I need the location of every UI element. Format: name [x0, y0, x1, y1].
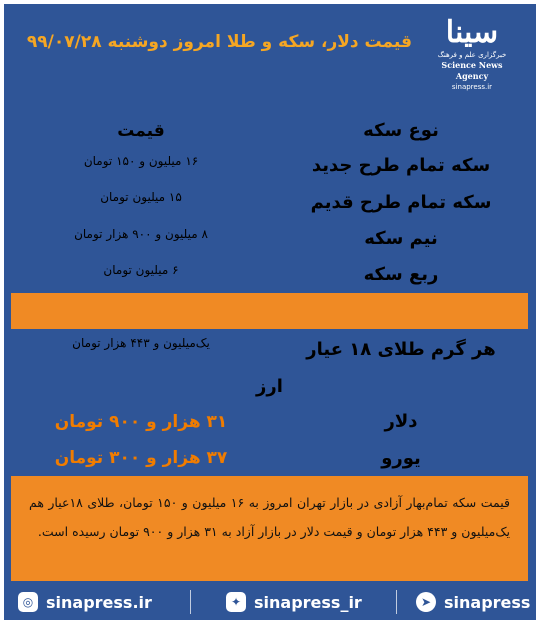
coin-price: ۱۵ میلیون تومان: [11, 184, 273, 220]
coin-name: نیم سکه: [364, 228, 438, 249]
footer: [4, 584, 536, 620]
table-row: [11, 440, 528, 476]
telegram-handle: sinapress: [444, 592, 531, 612]
logo-url: sinapress.ir: [451, 83, 493, 91]
logo: [426, 16, 518, 90]
currency-name: دلار: [384, 411, 418, 432]
gold-price: یک‌میلیون و ۴۴۳ هزار تومان: [11, 330, 273, 369]
logo-name: Science News Agency: [441, 60, 503, 81]
column-header-type: نوع سکه: [363, 120, 439, 141]
social-twitter[interactable]: [226, 592, 362, 612]
coin-price: ۸ میلیون و ۹۰۰ هزار تومان: [11, 221, 273, 256]
social-instagram[interactable]: [18, 592, 152, 612]
column-header-price: قیمت: [11, 114, 273, 147]
table-header-row: [11, 114, 528, 148]
twitter-icon: ✦: [226, 592, 246, 612]
table-row: [11, 221, 528, 257]
coin-price: ۱۶ میلیون و ۱۵۰ تومان: [11, 148, 273, 183]
logo-mark: سینا: [445, 15, 499, 50]
separator-band: [11, 293, 528, 330]
gold-name: هر گرم طلای ۱۸ عیار: [306, 339, 496, 360]
currency-price: ۳۷ هزار و ۳۰۰ تومان: [11, 440, 273, 476]
logo-tagline: خبرگزاری علم و فرهنگ: [437, 51, 507, 59]
table-row: [11, 404, 528, 440]
coin-name: سکه تمام طرح قدیم: [310, 191, 492, 213]
currency-price: ۳۱ هزار و ۹۰۰ تومان: [11, 404, 273, 439]
table-row-gold: [11, 330, 528, 370]
page-title: قیمت دلار، سکه و طلا امروز دوشنبه ۹۹/۰۷/۲۸: [26, 32, 412, 52]
coin-price: ۶ میلیون تومان: [11, 257, 273, 292]
currency-title-row: [11, 370, 528, 404]
coin-name: ربع سکه: [363, 264, 439, 285]
footer-divider: [190, 590, 191, 614]
currency-title: ارز: [256, 376, 283, 397]
currency-name: یورو: [381, 447, 421, 469]
twitter-handle: sinapress_ir: [254, 592, 362, 612]
instagram-icon: ◎: [18, 592, 38, 612]
footer-divider: [396, 590, 397, 614]
coin-name: سکه تمام طرح جدید: [311, 155, 491, 176]
summary-note: قیمت سکه تمام‌بهار آزادی در بازار تهران امروز به ۱۶ میلیون و ۱۵۰ تومان، طلای ۱۸عیار هم یک‌میلیون و ۴۴۳ هزار تومان و قیمت دلار در بازار آزاد به ۳۱ هزار و ۹۰۰ تومان رسیده است.: [11, 476, 528, 581]
infographic-frame: [4, 4, 536, 620]
table-row: [11, 184, 528, 221]
social-telegram[interactable]: [416, 592, 530, 612]
telegram-icon: ➤: [416, 592, 436, 612]
table-row: [11, 257, 528, 293]
header: [4, 4, 536, 96]
table-row: [11, 148, 528, 184]
instagram-handle: sinapress.ir: [46, 592, 152, 612]
